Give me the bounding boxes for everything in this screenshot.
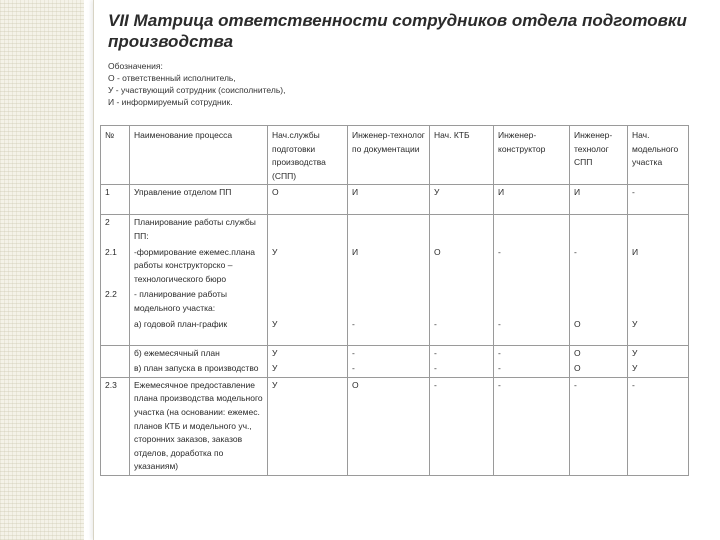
responsibility-cell: У xyxy=(268,361,348,377)
process-name: - планирование работы модельного участка: xyxy=(130,287,268,316)
responsibility-cell xyxy=(348,287,430,316)
legend-header: Обозначения: xyxy=(108,61,163,71)
responsibility-cell xyxy=(494,215,570,245)
responsibility-cell: У xyxy=(268,317,348,346)
responsibility-cell: - xyxy=(628,185,689,215)
column-header-model-shop-head: Нач. модельного участка xyxy=(628,126,689,185)
responsibility-cell: - xyxy=(494,361,570,377)
responsibility-cell: - xyxy=(348,317,430,346)
responsibility-cell: О xyxy=(430,245,494,288)
page-title: VII Матрица ответственности сотрудников отдела подготовки производства xyxy=(108,11,687,51)
process-name: а) годовой план-график xyxy=(130,317,268,346)
responsibility-cell xyxy=(430,215,494,245)
legend-item-responsible: О - ответственный исполнитель, xyxy=(108,73,236,83)
responsibility-cell: О xyxy=(348,377,430,475)
row-number: 2.1 xyxy=(101,245,130,288)
column-header-design-engineer: Инженер-конструктор xyxy=(494,126,570,185)
column-header-spp-engineer: Инженер-технолог СПП xyxy=(570,126,628,185)
responsibility-cell: - xyxy=(430,317,494,346)
responsibility-cell: У xyxy=(430,185,494,215)
legend xyxy=(108,60,528,108)
row-number: 2 xyxy=(101,215,130,245)
responsibility-cell: - xyxy=(430,377,494,475)
responsibility-cell: У xyxy=(628,361,689,377)
responsibility-cell: - xyxy=(494,245,570,288)
responsibility-cell: - xyxy=(570,245,628,288)
table-row xyxy=(101,317,689,346)
column-header-doc-engineer: Инженер-технолог по документации xyxy=(348,126,430,185)
responsibility-cell xyxy=(628,287,689,316)
responsibility-cell: И xyxy=(570,185,628,215)
responsibility-cell: - xyxy=(494,317,570,346)
responsibility-cell: У xyxy=(628,317,689,346)
row-number: 2.3 xyxy=(101,377,130,475)
responsibility-cell: О xyxy=(570,361,628,377)
decorative-side-band xyxy=(0,0,84,540)
process-name: б) ежемесячный план xyxy=(130,345,268,361)
row-number: 2.2 xyxy=(101,287,130,316)
column-header-head-spp: Нач.службы подготовки производства (СПП) xyxy=(268,126,348,185)
responsibility-cell: - xyxy=(348,361,430,377)
process-name: Планирование работы службы ПП: xyxy=(130,215,268,245)
table-row xyxy=(101,245,689,288)
responsibility-cell xyxy=(348,215,430,245)
column-header-number: № xyxy=(101,126,130,185)
responsibility-cell: О xyxy=(570,317,628,346)
table-row xyxy=(101,361,689,377)
row-number xyxy=(101,317,130,346)
legend-item-participant: У - участвующий сотрудник (соисполнитель), xyxy=(108,85,286,95)
responsibility-cell xyxy=(268,215,348,245)
responsibility-cell xyxy=(430,287,494,316)
process-name: Управление отделом ПП xyxy=(130,185,268,215)
responsibility-cell: О xyxy=(268,185,348,215)
responsibility-cell xyxy=(494,287,570,316)
table-row xyxy=(101,377,689,475)
column-header-process: Наименование процесса xyxy=(130,126,268,185)
responsibility-cell: - xyxy=(494,377,570,475)
row-number xyxy=(101,345,130,361)
responsibility-cell xyxy=(570,287,628,316)
responsibility-matrix-table xyxy=(100,125,689,476)
responsibility-cell: И xyxy=(348,245,430,288)
column-header-head-ktb: Нач. КТБ xyxy=(430,126,494,185)
table-row xyxy=(101,345,689,361)
responsibility-cell: - xyxy=(628,377,689,475)
responsibility-cell xyxy=(628,215,689,245)
process-name: Ежемесячное предоставление плана производства модельного участка (на основании: ежемес. планов КТБ и модельного уч., сторонних заказов, заказов отделов, доработка по указаниям) xyxy=(130,377,268,475)
responsibility-cell xyxy=(268,287,348,316)
responsibility-cell: У xyxy=(628,345,689,361)
table-header-row xyxy=(101,126,689,185)
table-row xyxy=(101,215,689,245)
responsibility-cell: У xyxy=(268,345,348,361)
responsibility-cell: - xyxy=(430,361,494,377)
responsibility-cell: - xyxy=(348,345,430,361)
responsibility-cell: - xyxy=(570,377,628,475)
responsibility-cell: О xyxy=(570,345,628,361)
responsibility-cell: У xyxy=(268,245,348,288)
process-name: -формирование ежемес.плана работы конструкторско – технологического бюро xyxy=(130,245,268,288)
responsibility-cell: - xyxy=(430,345,494,361)
responsibility-cell: И xyxy=(494,185,570,215)
process-name: в) план запуска в производство xyxy=(130,361,268,377)
responsibility-cell: У xyxy=(268,377,348,475)
table-row xyxy=(101,287,689,316)
responsibility-cell: И xyxy=(628,245,689,288)
responsibility-cell: - xyxy=(494,345,570,361)
legend-item-informed: И - информируемый сотрудник. xyxy=(108,97,233,107)
responsibility-cell: И xyxy=(348,185,430,215)
responsibility-cell xyxy=(570,215,628,245)
table-row xyxy=(101,185,689,215)
row-number: 1 xyxy=(101,185,130,215)
row-number xyxy=(101,361,130,377)
